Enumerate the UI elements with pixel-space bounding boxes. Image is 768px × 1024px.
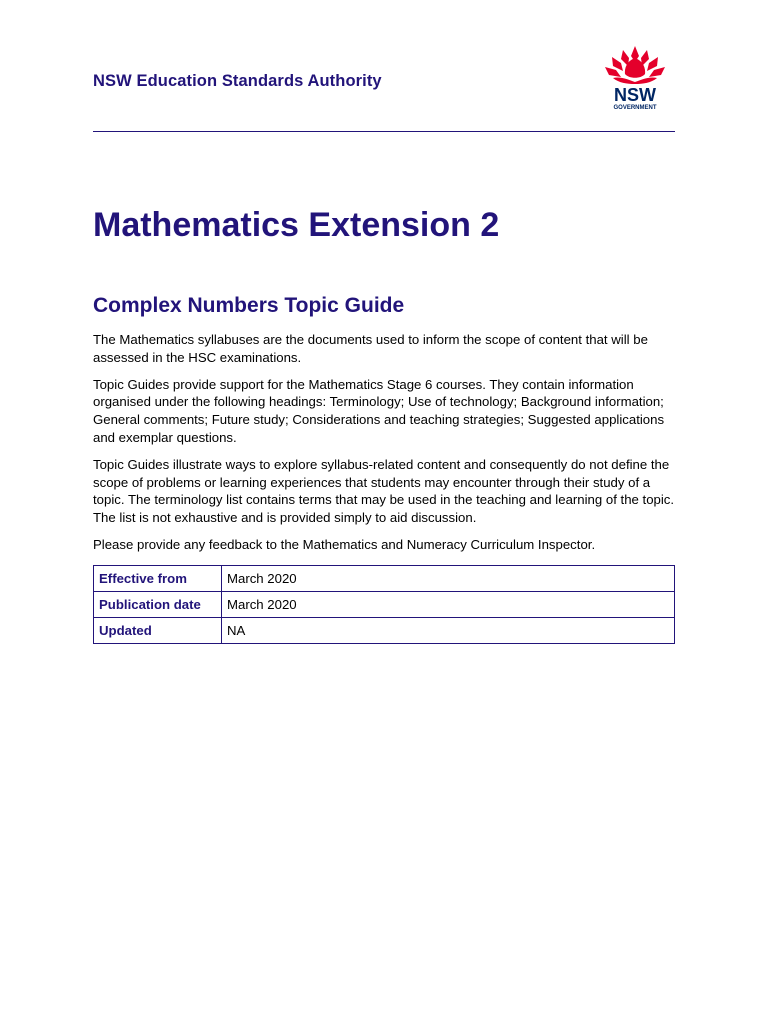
header-divider bbox=[93, 131, 675, 132]
logo-wordmark: NSW bbox=[614, 85, 656, 105]
table-label: Publication date bbox=[94, 592, 222, 618]
organization-name: NSW Education Standards Authority bbox=[93, 72, 382, 90]
table-value: March 2020 bbox=[222, 592, 675, 618]
table-label: Updated bbox=[94, 618, 222, 644]
paragraph: Topic Guides illustrate ways to explore syllabus-related content and consequently do not define the scope of problems or learning experiences that students may encounter through their study of a topic. The terminology list contains terms that may be used in the teaching and learning of the topic. The list is not exhaustive and is provided simply to aid discussion. bbox=[93, 456, 675, 526]
waratah-icon bbox=[599, 42, 671, 114]
table-row bbox=[94, 592, 675, 618]
table-label: Effective from bbox=[94, 566, 222, 592]
logo-subtext: GOVERNMENT bbox=[613, 105, 657, 111]
paragraph: Topic Guides provide support for the Mathematics Stage 6 courses. They contain information organised under the following headings: Terminology; Use of technology; Background information; General comments; Future study; Considerations and teaching strategies; Suggested applications and exemplar questions. bbox=[93, 376, 665, 445]
intro-text bbox=[93, 331, 678, 563]
nsw-government-logo bbox=[599, 42, 671, 114]
paragraph: Please provide any feedback to the Mathematics and Numeracy Curriculum Inspector. bbox=[93, 536, 596, 552]
publication-info-table bbox=[93, 565, 675, 644]
document-title: Mathematics Extension 2 bbox=[93, 206, 500, 244]
table-value: NA bbox=[222, 618, 675, 644]
table-value: March 2020 bbox=[222, 566, 675, 592]
table-row bbox=[94, 566, 675, 592]
paragraph: The Mathematics syllabuses are the documents used to inform the scope of content that will be assessed in the HSC examinations. bbox=[93, 332, 648, 365]
document-subtitle: Complex Numbers Topic Guide bbox=[93, 294, 405, 317]
table-row bbox=[94, 618, 675, 644]
